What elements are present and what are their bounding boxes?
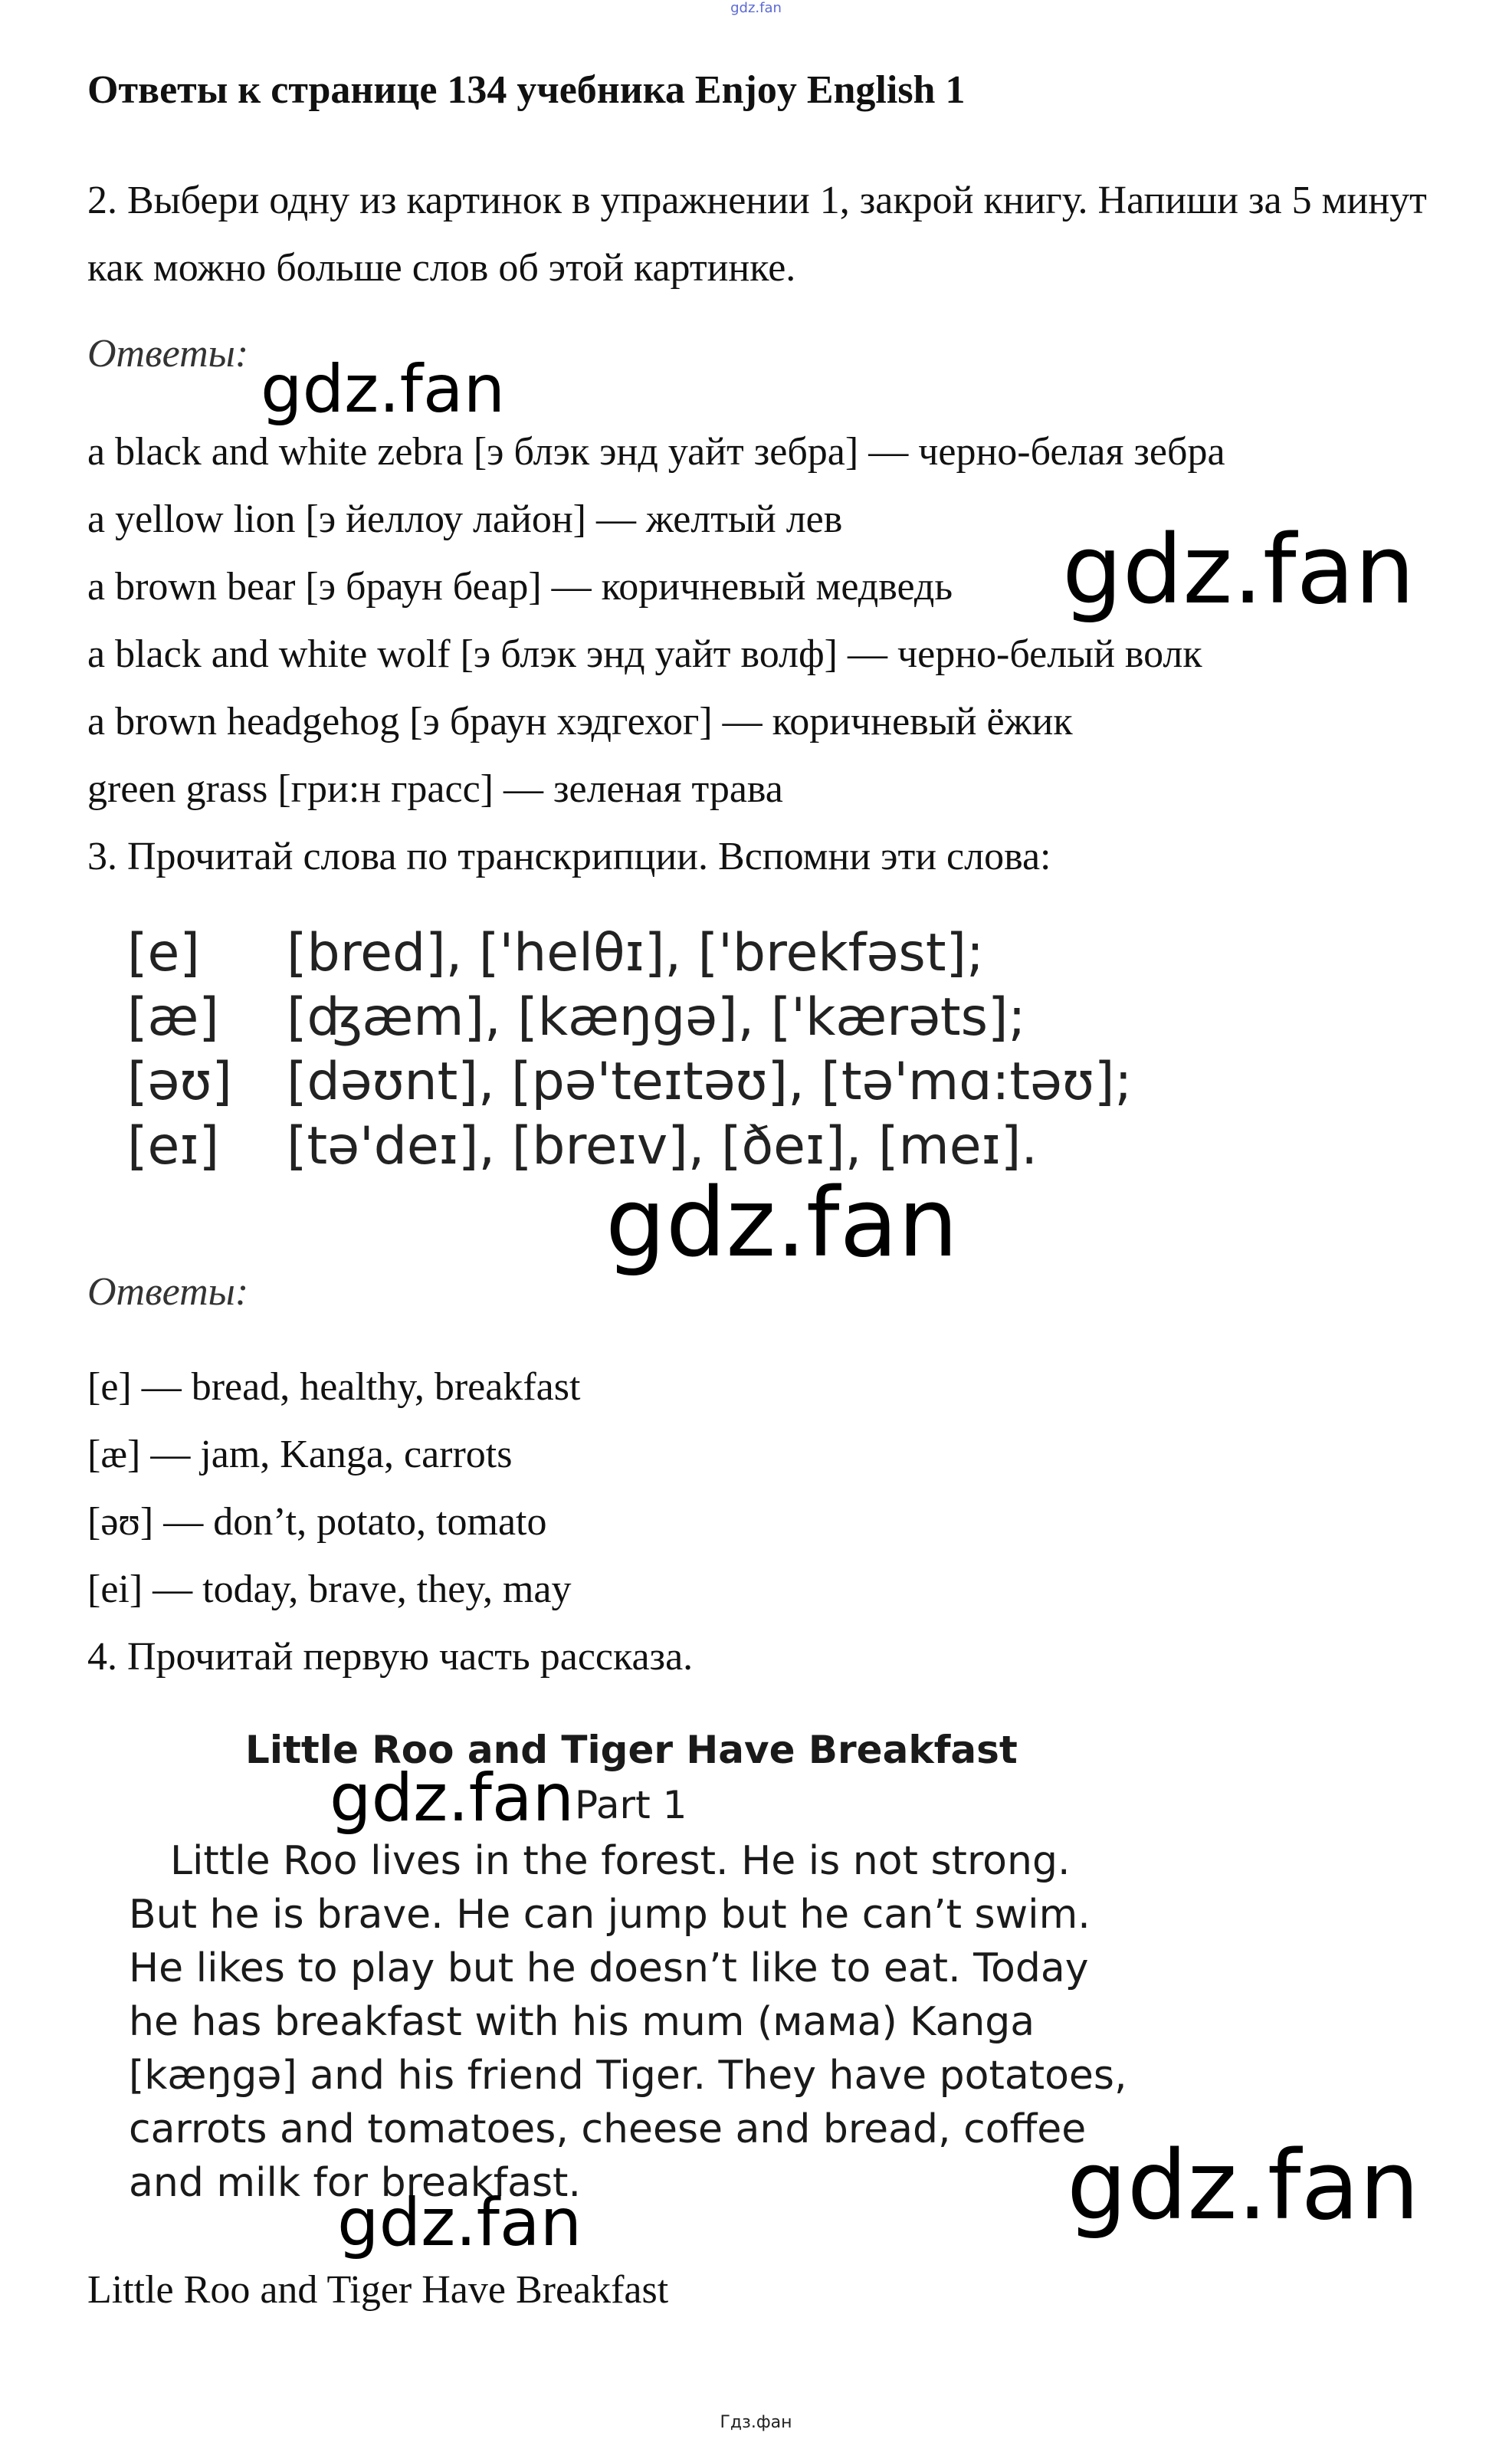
story-scan-image bbox=[115, 1709, 1173, 2246]
phonetic-words: [dəʊnt], [pə'teɪtəʊ], [tə'mɑ:təʊ]; bbox=[287, 1052, 1133, 1112]
story-line: Little Roo lives in the forest. He is not strong. bbox=[170, 1838, 1071, 1884]
answer-line: a yellow lion [э йеллоу лайон] — желтый лев bbox=[87, 497, 843, 541]
phonetic-sound: [æ] bbox=[127, 987, 219, 1048]
story-part: Part 1 bbox=[575, 1783, 687, 1827]
task-2-text: 2. Выбери одну из картинок в упражнении 1, закрой книгу. Напиши за 5 минут как можно больше слов об этой картинке. bbox=[87, 179, 1427, 290]
watermark: gdz.fan bbox=[1062, 515, 1415, 625]
answer-line: [əʊ] — don’t, potato, tomato bbox=[87, 1500, 547, 1544]
answer-line: a brown headgehog [э браун хэдгехог] — коричневый ёжик bbox=[87, 700, 1073, 744]
story-title: Little Roo and Tiger Have Breakfast bbox=[245, 1728, 1018, 1772]
page-title: Ответы к странице 134 учебника Enjoy English 1 bbox=[87, 68, 966, 112]
answer-line: a black and white zebra [э блэк энд уайт зебра] — черно-белая зебра bbox=[87, 430, 1225, 474]
story-line: He likes to play but he doesn’t like to eat. Today bbox=[129, 1945, 1089, 1991]
answer-line: green grass [гри:н грасс] — зеленая трава bbox=[87, 767, 783, 811]
top-watermark: gdz.fan bbox=[730, 0, 782, 16]
answers-label-task-3: Ответы: bbox=[87, 1270, 249, 1314]
answer-line: [æ] — jam, Kanga, carrots bbox=[87, 1433, 513, 1476]
story-line: [kæŋgə] and his friend Tiger. They have potatoes, bbox=[129, 2053, 1127, 2099]
phonetic-row bbox=[127, 987, 1025, 1048]
watermark: gdz.fan bbox=[605, 1168, 959, 1279]
phonetic-row bbox=[127, 1052, 1132, 1112]
answers-label-task-2: Ответы: bbox=[87, 332, 249, 376]
phonetic-row bbox=[127, 923, 984, 983]
answer-line: [ei] — today, brave, they, may bbox=[87, 1567, 572, 1611]
answer-line: a brown bear [э браун беар] — коричневый медведь bbox=[87, 565, 953, 609]
bottom-watermark: Гдз.фан bbox=[720, 2413, 792, 2432]
phonetic-words: [ʤæm], [kæŋgə], ['kærəts]; bbox=[287, 987, 1026, 1048]
story-line: But he is brave. He can jump but he can’t swim. bbox=[129, 1892, 1091, 1938]
answer-line: a black and white wolf [э блэк энд уайт волф] — черно-белый волк bbox=[87, 632, 1202, 676]
story-caption: Little Roo and Tiger Have Breakfast bbox=[87, 2268, 669, 2312]
watermark: gdz.fan bbox=[330, 1760, 575, 1837]
watermark: gdz.fan bbox=[261, 351, 506, 428]
answer-line: [e] — bread, healthy, breakfast bbox=[87, 1365, 581, 1409]
phonetic-sound: [eɪ] bbox=[127, 1116, 220, 1177]
watermark: gdz.fan bbox=[337, 2185, 582, 2261]
phonetic-sound: [əʊ] bbox=[127, 1052, 232, 1112]
story-line: carrots and tomatoes, cheese and bread, coffee bbox=[129, 2106, 1087, 2152]
phonetic-sound: [e] bbox=[127, 923, 200, 983]
phonetic-words: [bred], ['helθɪ], ['brekfəst]; bbox=[287, 923, 984, 983]
story-line: and milk for breakfast. bbox=[129, 2160, 581, 2206]
watermark: gdz.fan bbox=[1067, 2131, 1420, 2241]
story-line: he has breakfast with his mum (мама) Kanga bbox=[129, 1999, 1035, 2045]
task-4-text: 4. Прочитай первую часть рассказа. bbox=[87, 1635, 694, 1679]
phonetic-words: [tə'deɪ], [breɪv], [ðeɪ], [meɪ]. bbox=[287, 1116, 1038, 1177]
task-3-text: 3. Прочитай слова по транскрипции. Вспомни эти слова: bbox=[87, 835, 1051, 878]
